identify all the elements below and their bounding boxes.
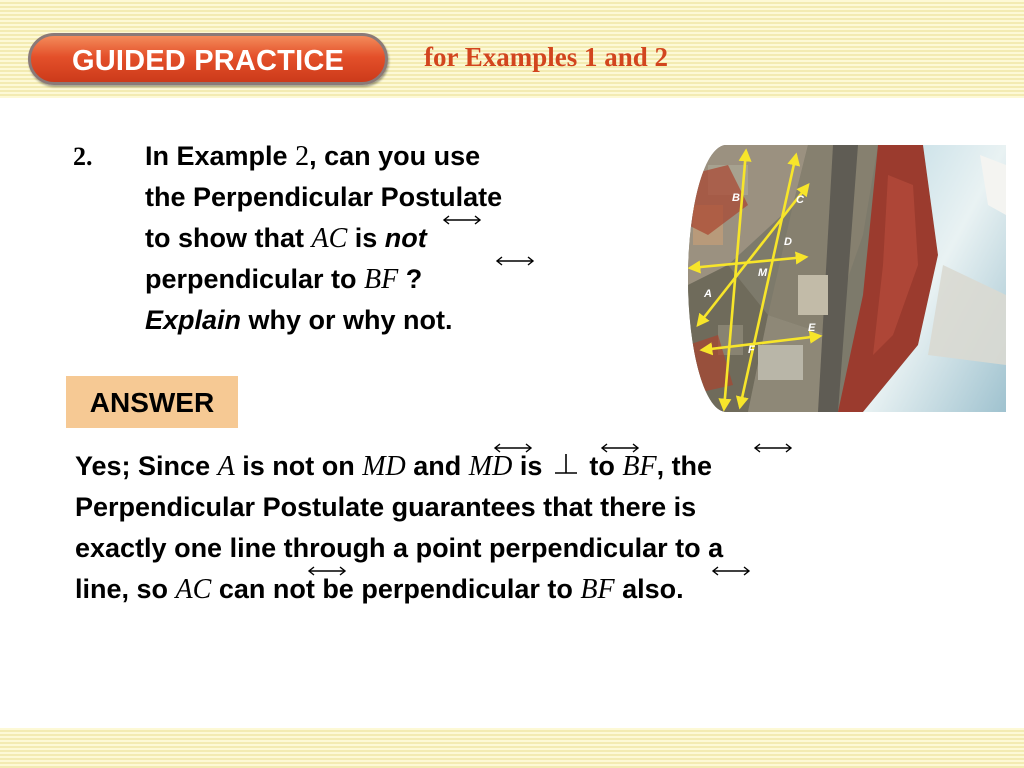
answer-text-part: can not be perpendicular to [211,574,581,604]
answer-line-1 [75,446,975,487]
aerial-photo-illustration [688,145,1006,412]
answer-text-part: line, so [75,574,176,604]
example-number: 2 [295,141,310,172]
line-bf-label-answer-2: BF [580,574,615,605]
answer-text [75,446,975,610]
answer-line-3: exactly one line through a point perpendicular to a [75,533,724,563]
question-line-3 [145,218,665,259]
double-arrow-icon [177,566,477,576]
examples-title: for Examples 1 and 2 [424,42,669,72]
line-md-label-2: MD [468,451,513,482]
question-text-part: , can you use [309,141,481,171]
line-md-symbol [362,446,406,487]
question-text-part: perpendicular to [145,264,365,294]
answer-badge [66,376,238,428]
footer-band [0,728,1024,768]
photo-point-b: B [732,192,740,204]
emphasis-not: not [384,223,427,253]
line-bf-symbol-answer [622,446,656,487]
photo-point-d: D [784,236,792,248]
line-bf-symbol [364,259,398,300]
photo-point-c: C [796,194,804,206]
photo-point-a: A [704,288,712,300]
question-text [145,136,665,341]
answer-text-part: and [405,451,469,481]
question-number: 2. [73,142,93,171]
double-arrow-icon [623,443,923,453]
line-ac-symbol-answer [176,569,212,610]
point-a-label: A [217,451,235,482]
line-bf-symbol-answer-2 [580,569,614,610]
double-arrow-icon [581,566,881,576]
question-line-1 [145,136,665,177]
answer-text-part: , the [656,451,713,481]
question-text-part: is [347,223,385,253]
double-arrow-icon [365,256,665,266]
double-arrow-icon [312,215,612,225]
answer-line-2: Perpendicular Postulate guarantees that there is [75,492,697,522]
photo-point-e: E [808,322,816,334]
photo-point-f: F [748,344,755,356]
line-bf-label-answer: BF [622,451,657,482]
aerial-photo [688,145,1006,412]
guided-practice-label: GUIDED PRACTICE [71,45,345,77]
line-md-label: MD [362,451,406,482]
answer-text-part: Yes; Since [75,451,218,481]
answer-label: ANSWER [89,387,215,418]
photo-point-m: M [758,267,768,279]
line-ac-symbol [311,218,347,259]
answer-text-part: is [512,451,550,481]
question-text-part: why or why not. [241,305,453,335]
line-ac-label: AC [311,223,348,254]
answer-line-4 [75,569,975,610]
answer-text-part: also. [614,574,684,604]
answer-text-part: is not on [234,451,363,481]
question-text-part: ? [398,264,423,294]
guided-practice-badge [28,33,388,85]
answer-text-part: to [581,451,623,481]
question-line-4 [145,259,665,300]
question-text-part: to show that [145,223,312,253]
question-line-5 [145,300,665,341]
question-line-2: the Perpendicular Postulate [145,182,503,212]
line-ac-label-answer: AC [175,574,212,605]
emphasis-explain: Explain [145,305,242,335]
question-text-part: In Example [145,141,296,171]
perpendicular-symbol-icon [554,453,578,475]
line-bf-label: BF [364,264,399,295]
line-md-symbol-2 [469,446,513,487]
